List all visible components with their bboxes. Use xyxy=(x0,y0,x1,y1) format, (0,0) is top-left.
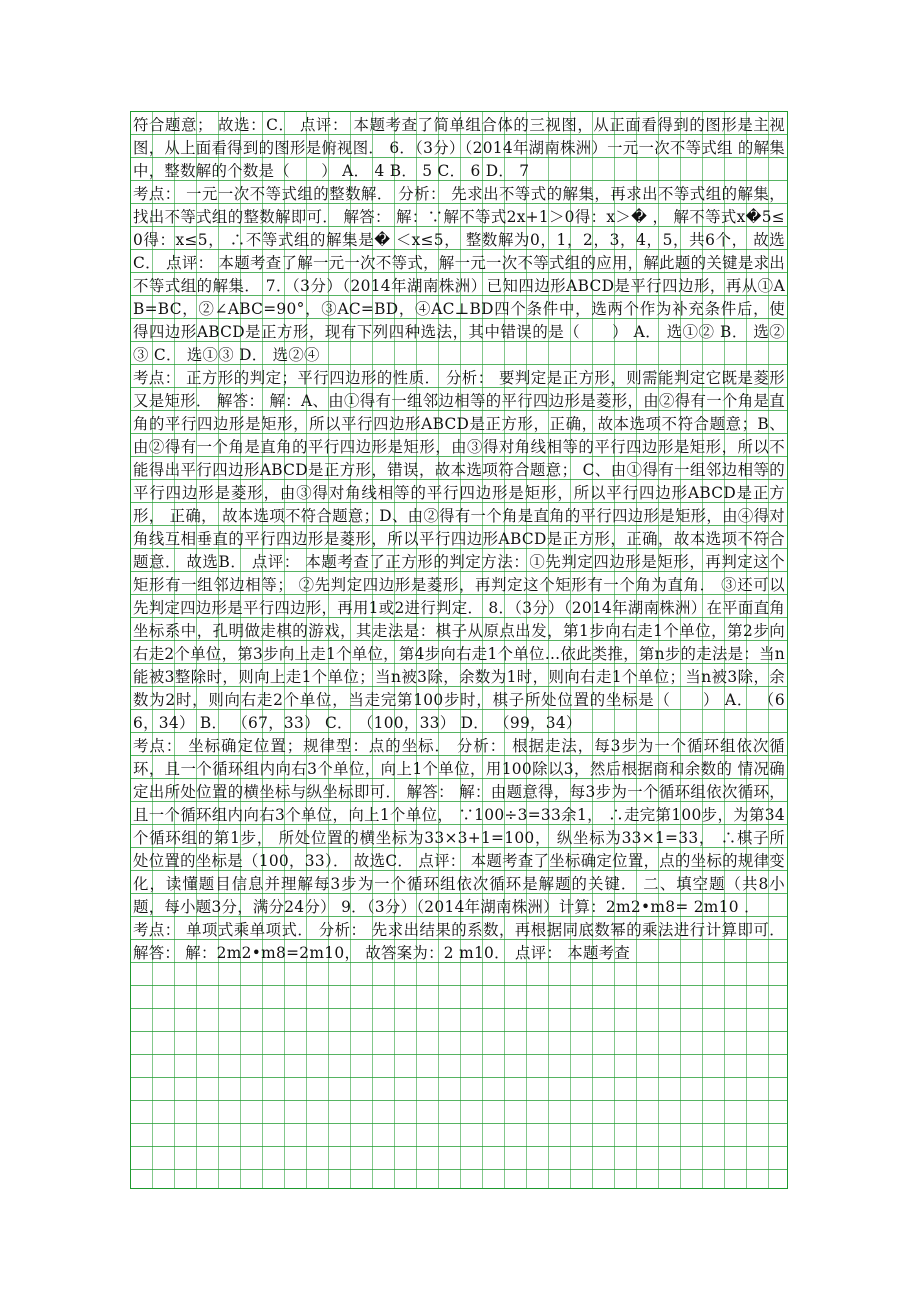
paragraph-q7-solution-q8: 考点： 正方形的判定；平行四边形的性质． 分析： 要判定是正方形，则需能判定它既是菱形又是矩形． 解答： 解：A、由①得有一组邻边相等的平行四边形是菱形，由②得有一个角是直角的平行四边形是矩形，所以平行四边形ABCD是正方形，正确，故本选项不符合题意；B、由②得有一个角是直角的平行四边形是矩形，由③得对角线相等的平行四边形是矩形，所以不能得出平行四边形ABCD是正方形，错误，故本选项符合题意； C、由①得有一组邻边相等的平行四边形是菱形，由③得对角线相等的平行四边形是矩形，所以平行四边形ABCD是正方形， 正确， 故本选项不符合题意；D、由②得有一个角是直角的平行四边形是矩形，由④得对角线互相垂直的平行四边形是菱形，所以平行四边形ABCD是正方形，正确，故本选项不符合题意． 故选B． 点评： 本题考查了正方形的判定方法：①先判定四边形是矩形，再判定这个矩形有一组邻边相等； ②先判定四边形是菱形，再判定这个矩形有一个角为直角． ③还可以先判定四边形是平行四边形，再用1或2进行判定． 8．（3分）（2014年湖南株洲）在平面直角坐标系中，孔明做走棋的游戏，其走法是：棋子从原点出发，第1步向右走1个单位，第2步向右走2个单位，第3步向上走1个单位，第4步向右走1个单位…依此类推，第n步的走法是：当n能被3整除时，则向上走1个单位；当n被3除，余数为1时，则向右走1个单位；当n被3除，余数为2时，则向右走2个单位，当走完第100步时，棋子所处位置的坐标是（ ） A． （66，34） B． （67，33） C． （100，33） D． （99，34） xyxy=(133,369,785,732)
text-grid-frame xyxy=(130,111,788,1189)
paragraph-q9-solution: 考点： 单项式乘单项式． 分析： 先求出结果的系数，再根据同底数幂的乘法进行计算即可． 解答： 解：2m2•m8=2m10， 故答案为：2 m10． 点评： 本题考查 xyxy=(133,921,785,962)
paragraph-q6-solution-q7: 考点： 一元一次不等式组的整数解． 分析： 先求出不等式的解集，再求出不等式组的解集，找出不等式组的整数解即可． 解答： 解：∵解不等式2x+1＞0得：x＞� ， 解不等式x�5≤0得：x≤5， ∴不等式组的解集是� ＜x≤5， 整数解为0，1，2，3，4，5，共6个， 故选C． 点评： 本题考查了解一元一次不等式，解一元一次不等式组的应用，解此题的关键是求出不等式组的解集． 7．（3分）（2014年湖南株洲）已知四边形ABCD是平行四边形，再从①AB=BC，②∠ABC=90°，③AC=BD，④AC⊥BD四个条件中，选两个作为补充条件后，使得四边形ABCD是正方形，现有下列四种选法，其中错误的是（ ） A． 选①② B． 选②③ C． 选①③ D． 选②④ xyxy=(133,185,785,364)
document-body xyxy=(133,114,785,965)
paragraph-q8-solution-q9: 考点： 坐标确定位置；规律型：点的坐标． 分析： 根据走法，每3步为一个循环组依次循环，且一个循环组内向右3个单位，向上1个单位，用100除以3，然后根据商和余数的 情况确定出所处位置的横坐标与纵坐标即可． 解答： 解：由题意得，每3步为一个循环组依次循环，且一个循环组内向右3个单位，向上1个单位， ∵100÷3=33余1， ∴走完第100步，为第34个循环组的第1步， 所处位置的横坐标为33×3+1=100， 纵坐标为33×1=33， ∴棋子所处位置的坐标是（100，33）． 故选C． 点评： 本题考查了坐标确定位置，点的坐标的规律变化，读懂题目信息并理解每3步为一个循环组依次循环是解题的关键． 二、填空题（共8小题，每小题3分，满分24分） 9．（3分）（2014年湖南株洲）计算：2m2•m8= 2m10 ． xyxy=(133,737,785,916)
paragraph-q6: 符合题意； 故选：C． 点评： 本题考查了简单组合体的三视图，从正面看得到的图形是主视图，从上面看得到的图形是俯视图． 6．（3分）（2014年湖南株洲）一元一次不等式组 的解集中，整数解的个数是（ ） A． 4 B． 5 C． 6 D． 7 xyxy=(133,116,785,180)
